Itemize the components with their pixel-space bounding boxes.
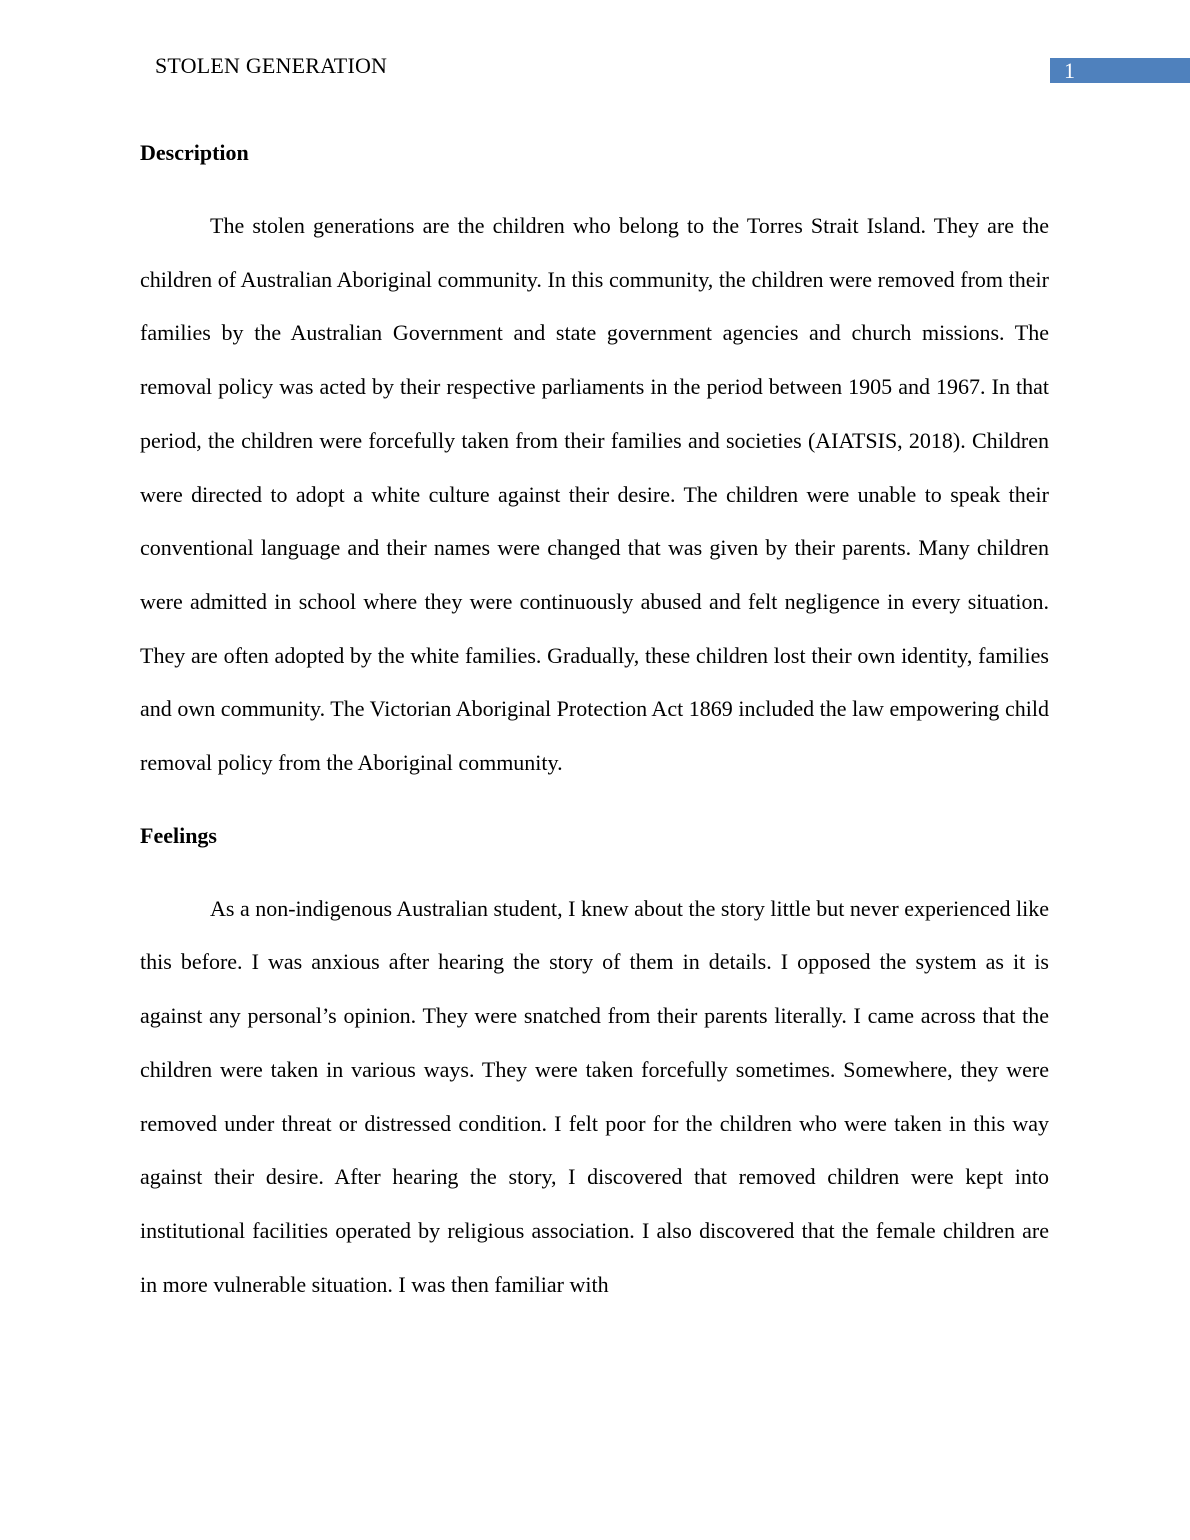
page-number-badge xyxy=(1050,58,1190,83)
description-paragraph: The stolen generations are the children who belong to the Torres Strait Island. They are the children of Australian Aboriginal community. In this community, the children were removed from their families by the Australian Government and state government agencies and church missions. The removal policy was acted by their respective parliaments in the period between 1905 and 1967. In that period, the children were forcefully taken from their families and societies (AIATSIS, 2018). Children were directed to adopt a white culture against their desire. The children were unable to speak their conventional language and their names were changed that was given by their parents. Many children were admitted in school where they were continuously abused and felt negligence in every situation. They are often adopted by the white families. Gradually, these children lost their own identity, families and own community. The Victorian Aboriginal Protection Act 1869 included the law empowering child removal policy from the Aboriginal community. xyxy=(140,213,1049,776)
page-number: 1 xyxy=(1064,58,1075,83)
section-heading-description: Description xyxy=(140,140,249,165)
running-head: STOLEN GENERATION xyxy=(155,53,388,78)
section-heading-feelings: Feelings xyxy=(140,822,217,848)
feelings-paragraph: As a non-indigenous Australian student, I knew about the story little but never experienced like this before. I was anxious after hearing the story of them in details. I opposed the system as it is against any personal’s opinion. They were snatched from their parents literally. I came across that the children were taken in various ways. They were taken forcefully sometimes. Somewhere, they were removed under threat or distressed condition. I felt poor for the children who were taken in this way against their desire. After hearing the story, I discovered that removed children were kept into institutional facilities operated by religious association. I also discovered that the female children are in more vulnerable situation. I was then familiar with xyxy=(140,895,1049,1297)
document-body xyxy=(140,126,1049,1311)
